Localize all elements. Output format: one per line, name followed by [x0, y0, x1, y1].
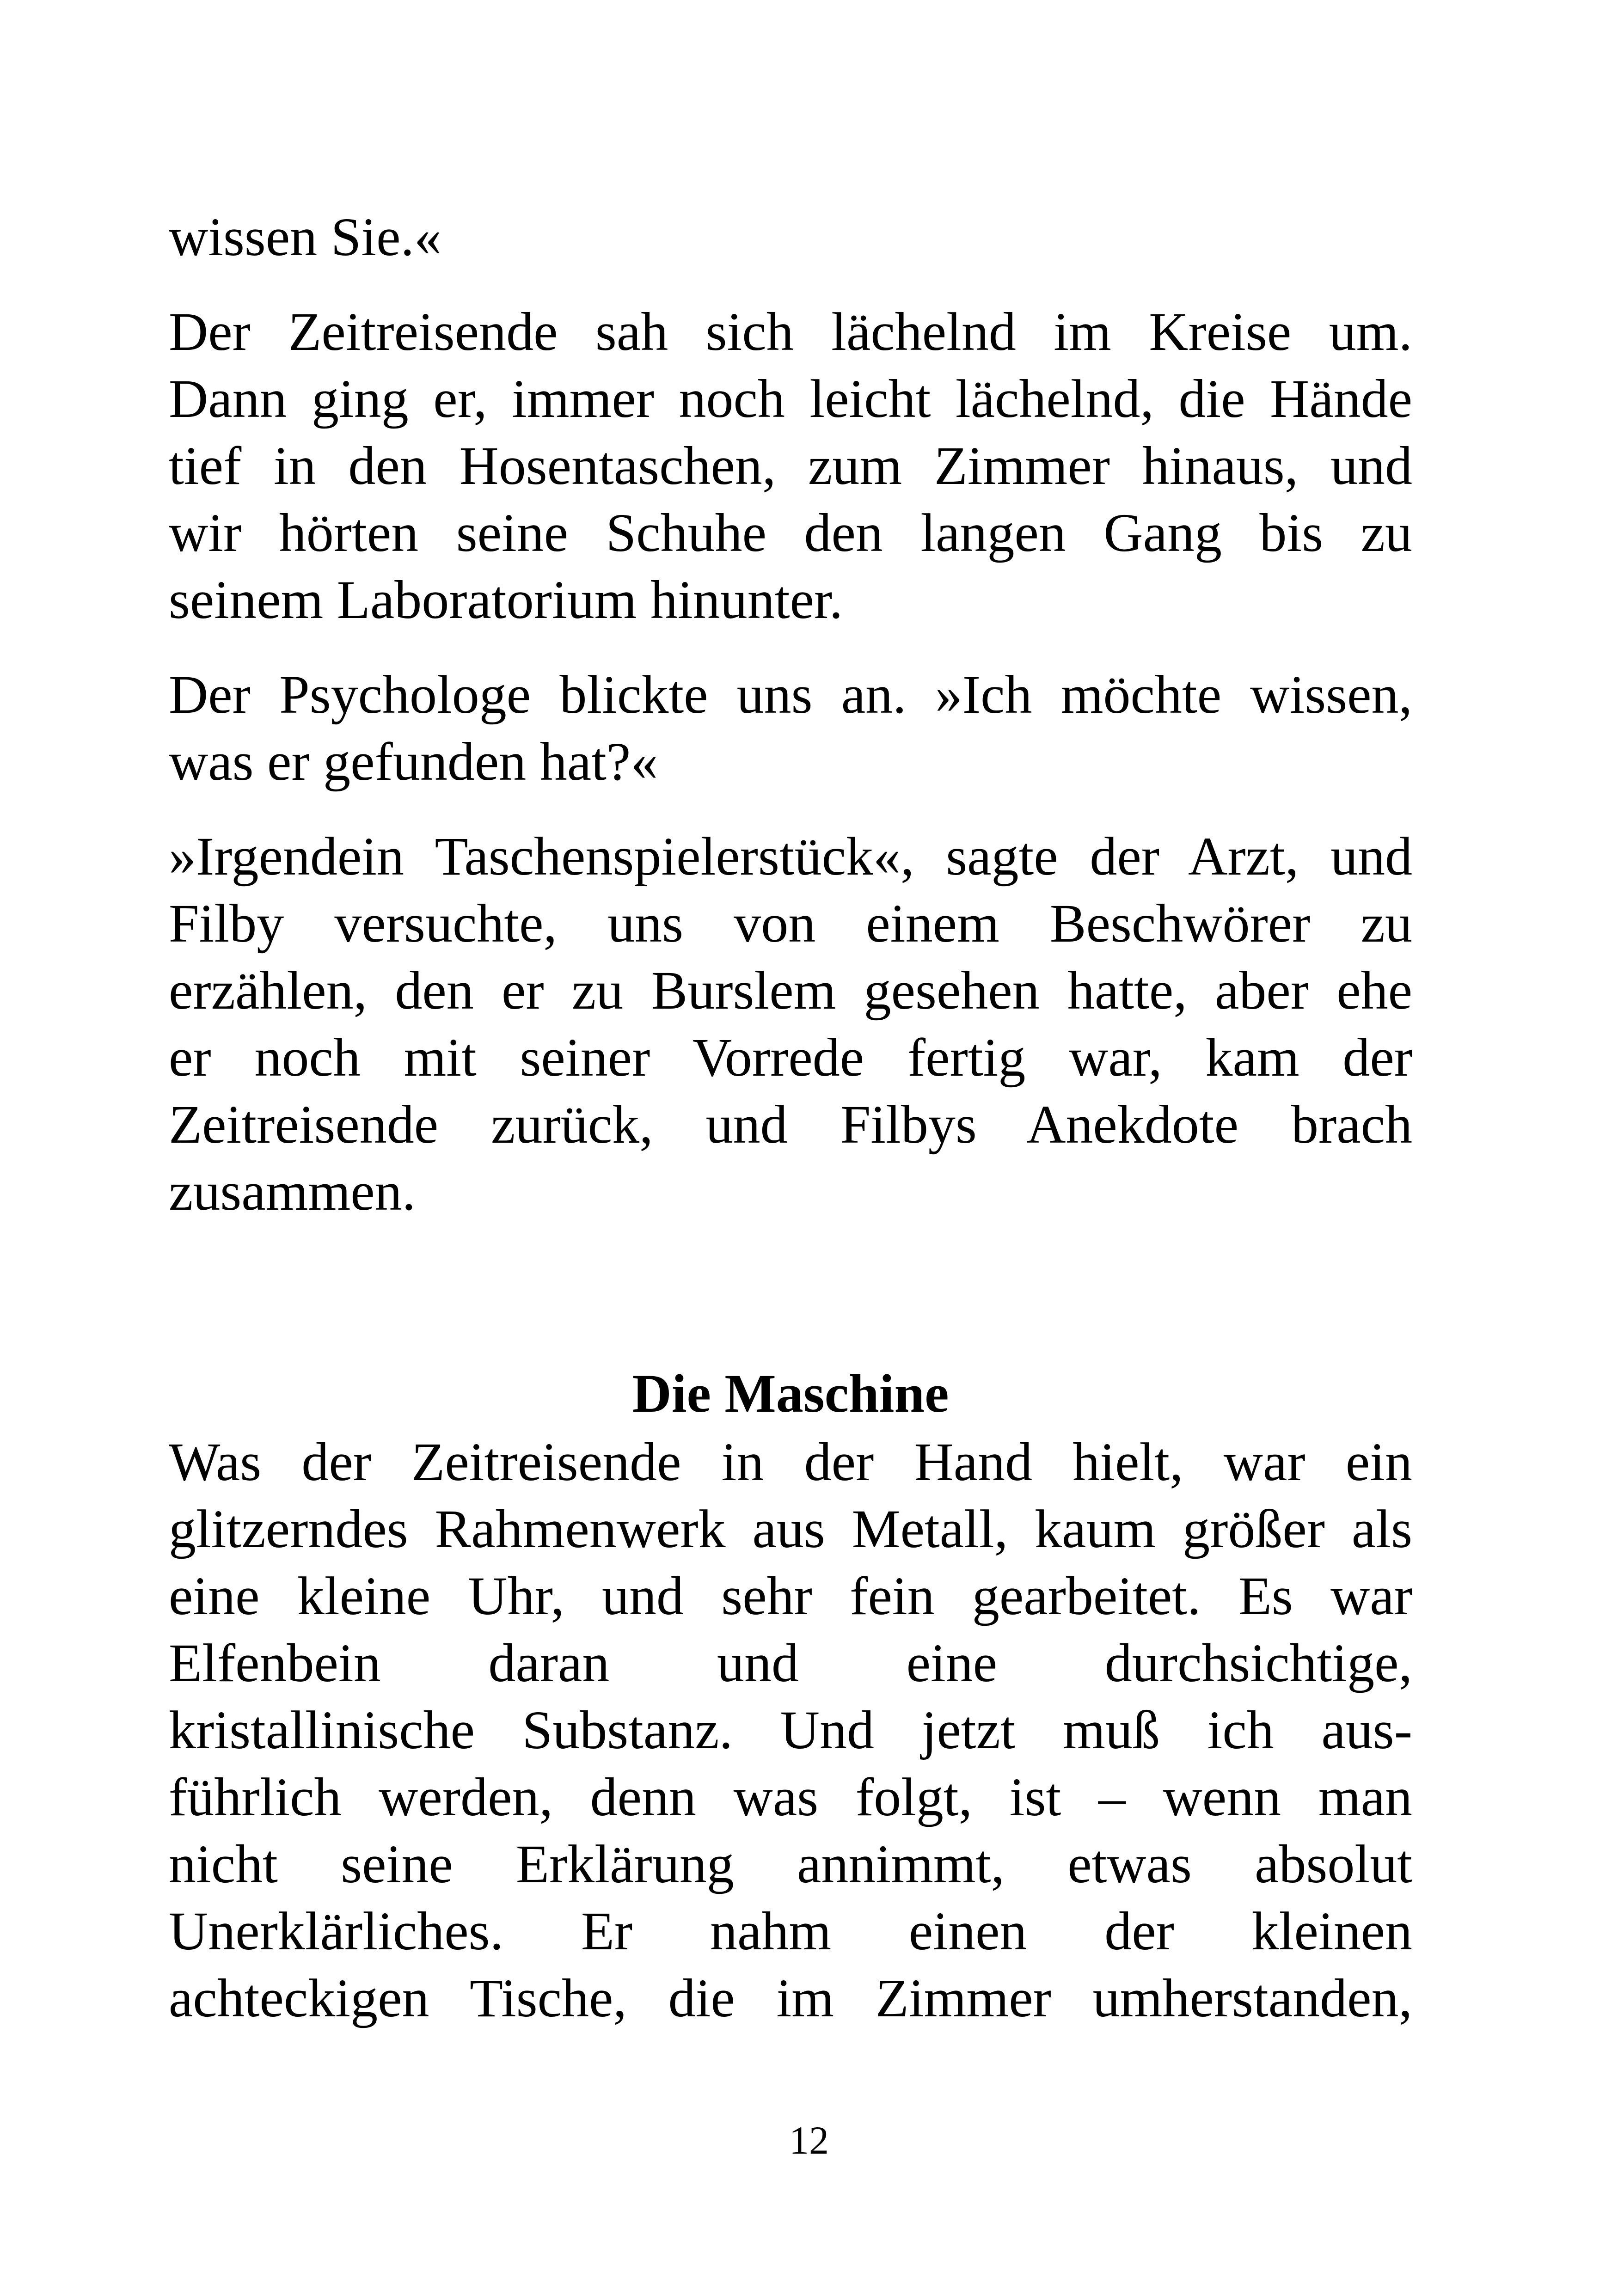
text-line: Was der Zeitreisende in der Hand hielt, war ein — [169, 1432, 1412, 1492]
text-line: Dann ging er, immer noch leicht lächelnd, die Hände — [169, 368, 1412, 429]
paragraph-3 — [169, 661, 1412, 795]
text-line: seinem Laboratorium hinunter. — [169, 569, 843, 630]
text-line: erzählen, den er zu Burslem gesehen hatte, aber ehe — [169, 960, 1412, 1021]
text-line: Unerklärliches. Er nahm einen der kleinen — [169, 1901, 1412, 1961]
text-line: Zeitreisende zurück, und Filbys Anekdote brach — [169, 1094, 1412, 1155]
text-line: eine kleine Uhr, und sehr fein gearbeitet. Es war — [169, 1566, 1412, 1626]
text-line: nicht seine Erklärung annimmt, etwas absolut — [169, 1834, 1412, 1894]
text-line: Elfenbein daran und eine durchsichtige, — [169, 1633, 1412, 1693]
text-line: wir hörten seine Schuhe den langen Gang bis zu — [169, 502, 1412, 563]
page-number: 12 — [789, 2118, 829, 2162]
paragraph-1 — [169, 203, 1412, 270]
text-line: tief in den Hosentaschen, zum Zimmer hinaus, und — [169, 435, 1412, 496]
text-line: Filby versuchte, uns von einem Beschwörer zu — [169, 893, 1412, 954]
text-line: führlich werden, denn was folgt, ist – wenn man — [169, 1767, 1412, 1827]
paragraph-4 — [169, 823, 1412, 1225]
text-line: »Irgendein Taschenspielerstück«, sagte der Arzt, und — [169, 826, 1412, 887]
text-line: was er gefunden hat?« — [169, 731, 658, 792]
text-line: wissen Sie.« — [169, 207, 441, 267]
text-line: Der Psychologe blickte uns an. »Ich möchte wissen, — [169, 664, 1412, 725]
text-line: Der Zeitreisende sah sich lächelnd im Kreise um. — [169, 301, 1412, 362]
section-heading: Die Maschine — [632, 1363, 949, 1424]
paragraph-2 — [169, 298, 1412, 633]
text-line: glitzerndes Rahmenwerk aus Metall, kaum größer als — [169, 1499, 1412, 1559]
text-line: er noch mit seiner Vorrede fertig war, kam der — [169, 1027, 1412, 1088]
section-paragraph — [169, 1428, 1412, 2032]
page-text — [169, 203, 1412, 2032]
text-line: kristallinische Substanz. Und jetzt muß ich aus- — [169, 1700, 1412, 1760]
text-line: achteckigen Tische, die im Zimmer umherstanden, — [169, 1968, 1412, 2028]
text-line: zusammen. — [169, 1161, 416, 1222]
